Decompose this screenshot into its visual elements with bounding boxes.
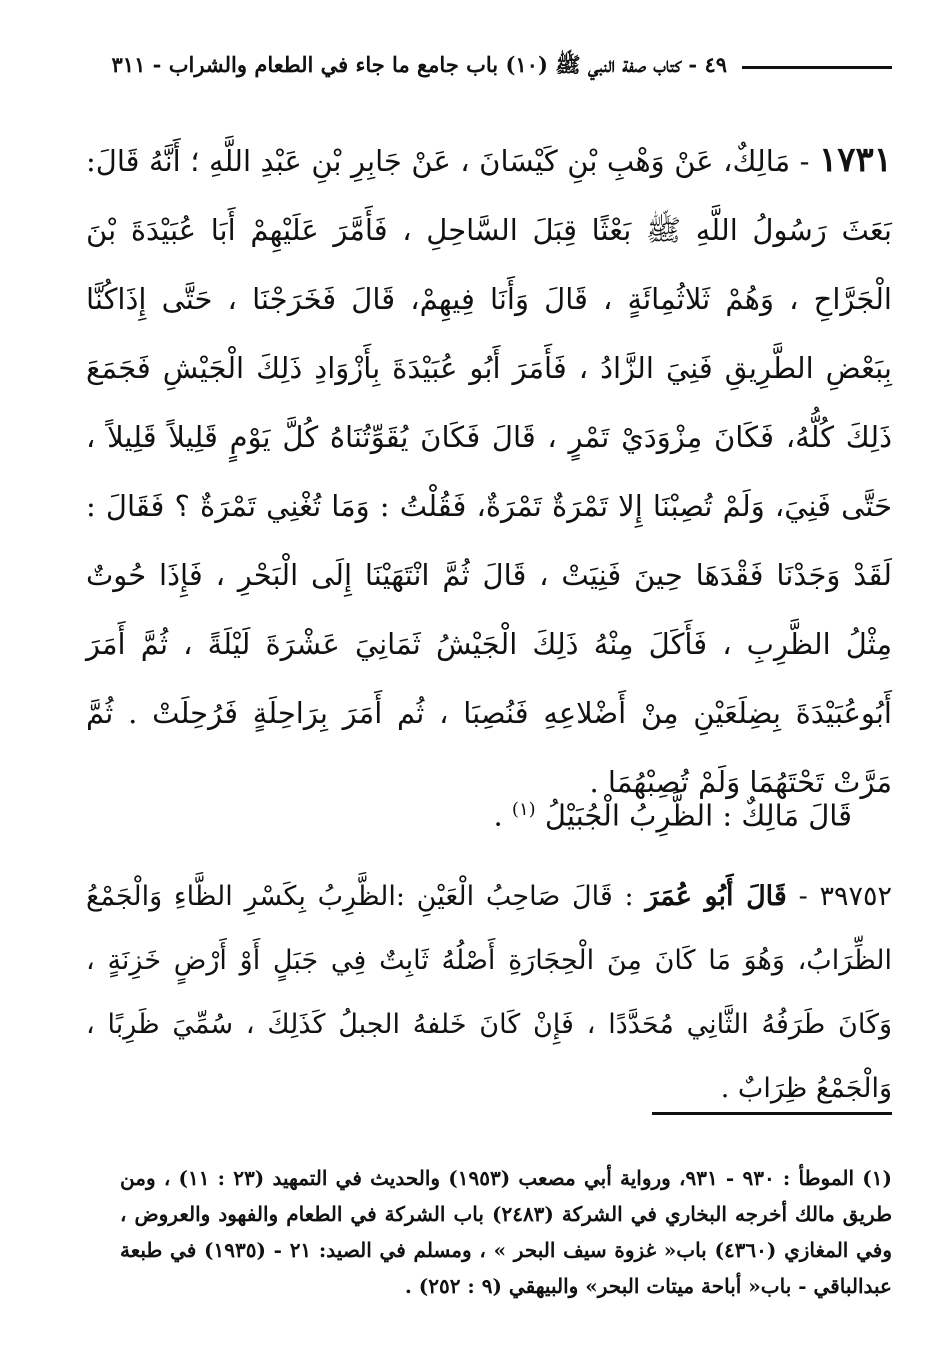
commentary-text: : قَالَ صَاحِبُ الْعَيْنِ :الظَّرِبُ بِكَسْرِ الظَّاءِ وَالْجَمْعُ الظِّرَابُ، وَهُوَ مَا كَانَ مِنَ الْحِجَارَةِ أَصْلُهُ ثَابِتٌ فِي جَبَلٍ أَوْ أَرْضٍ خَزِنَةٍ ، وَكَانَ طَرَفُهُ الثَّانِي مُحَدَّدًا ، فَإِنْ كَانَ خَلفهُ الجبلُ كَذَلِكَ ، سُمِّيَ ظَرِبًا ، وَالْجَمْعُ ظِرَابٌ . [86, 881, 892, 1104]
footnote-text: (١) الموطأ : ٩٣٠ - ٩٣١، ورواية أبي مصعب (١٩٥٣) والحديث في التمهيد (٢٣ : ١١) ، ومن طريق مالك أخرجه البخاري في الشركة (٢٤٨٣) باب الشركة في الطعام والفهود والعروض ، وفي المغازي (٤٣٦٠) باب« غزوة سيف البحر » ، ومسلم في الصيد: ٢١ - (١٩٣٥) في طبعة عبدالباقي - باب« أباحة ميتات البحر» والبيهقي (٩ : ٢٥٢) . [120, 1166, 893, 1298]
header-title: ٤٩ - كتاب صفة النبي ﷺ (١٠) باب جامع ما جاء في الطعام والشراب - ٣١١ [111, 52, 727, 77]
malik-quote-end: . [493, 798, 512, 833]
hadith-paragraph [86, 126, 892, 817]
footnote-block [120, 1160, 892, 1304]
hadith-number: ١٧٣١ [818, 140, 892, 180]
commentary-number: ٣٩٧٥٢ [819, 881, 892, 912]
running-header [86, 52, 892, 92]
commentary-block: ٣٩٧٥٢ - قَالَ أَبُو عُمَرَ : قَالَ صَاحِبُ الْعَيْنِ :الظَّرِبُ بِكَسْرِ الظَّاءِ وَالْجَمْعُ الظِّرَابُ، وَهُوَ مَا كَانَ مِنَ الْحِجَارَةِ أَصْلُهُ ثَابِتٌ فِي جَبَلٍ أَوْ أَرْضٍ خَزِنَةٍ ، وَكَانَ طَرَفُهُ الثَّانِي مُحَدَّدًا ، فَإِنْ كَانَ خَلفهُ الجبلُ كَذَلِكَ ، سُمِّيَ ظَرِبًا ، وَالْجَمْعُ ظِرَابٌ . [86, 881, 892, 1104]
footnote-reference[interactable]: (١) [511, 799, 536, 820]
footnote-separator [652, 1112, 892, 1115]
hadith-block [86, 126, 892, 817]
header-rule [742, 66, 892, 69]
malik-quote-text: قَالَ مَالِكٌ : الظَّرِبُ الْجُبَيْلُ [544, 798, 852, 833]
hadith-text: - مَالِكٌ، عَنْ وَهْبِ بْنِ كَيْسَانَ ، عَنْ جَابِرِ بْنِ عَبْدِ اللَّهِ ؛ أَنَّهُ قَالَ: بَعَثَ رَسُولُ اللَّهِ ﷺ بَعْثًا قِبَلَ السَّاحِلِ ، فَأَمَّرَ عَلَيْهِمْ أَبَا عُبَيْدَةَ بْنَ الْجَرَّاحِ ، وَهُمْ ثَلاثُمِائَةٍ ، قَالَ وَأَنَا فِيهِمْ، قَالَ فَخَرَجْنَا ، حَتَّى إِذَاكُنَّا بِبَعْضِ الطَّرِيقِ فَنِيَ الزَّادُ ، فَأَمَرَ أَبُو عُبَيْدَةَ بِأَزْوَادِ ذَلِكَ الْجَيْشِ فَجَمَعَ ذَلِكَ كُلُّهُ، فَكَانَ مِزْوَدَيْ تَمْرٍ ، قَالَ فَكَانَ يُقَوِّتُنَاهُ كُلَّ يَوْمٍ قَلِيلاً قَلِيلاً ، حَتَّى فَنِيَ، وَلَمْ تُصِبْنَا إِلا تَمْرَةٌ تَمْرَةٌ، فَقُلْتُ : وَمَا تُغْنِي تَمْرَةٌ ؟ فَقَالَ : لَقَدْ وَجَدْنَا فَقْدَهَا حِينَ فَنِيَتْ ، قَالَ ثُمَّ انْتَهَيْنَا إِلَى الْبَحْرِ ، فَإِذَا حُوتٌ مِثْلُ الظَّرِبِ ، فَأَكَلَ مِنْهُ ذَلِكَ الْجَيْشُ ثَمَانِيَ عَشْرَةَ لَيْلَةً ، ثُمَّ أَمَرَ أَبُوعُبَيْدَةَ بِضِلَعَيْنِ مِنْ أَضْلاعِهِ فَنُصِبَا ، ثُم أَمَرَ بِرَاحِلَةٍ فَرُحِلَتْ . ثُمَّ مَرَّتْ تَحْتَهُمَا وَلَمْ تُصِبْهُمَا . [86, 144, 892, 799]
commentary-speaker: قَالَ أَبُو عُمَرَ [645, 881, 787, 912]
malik-quote [86, 780, 852, 846]
